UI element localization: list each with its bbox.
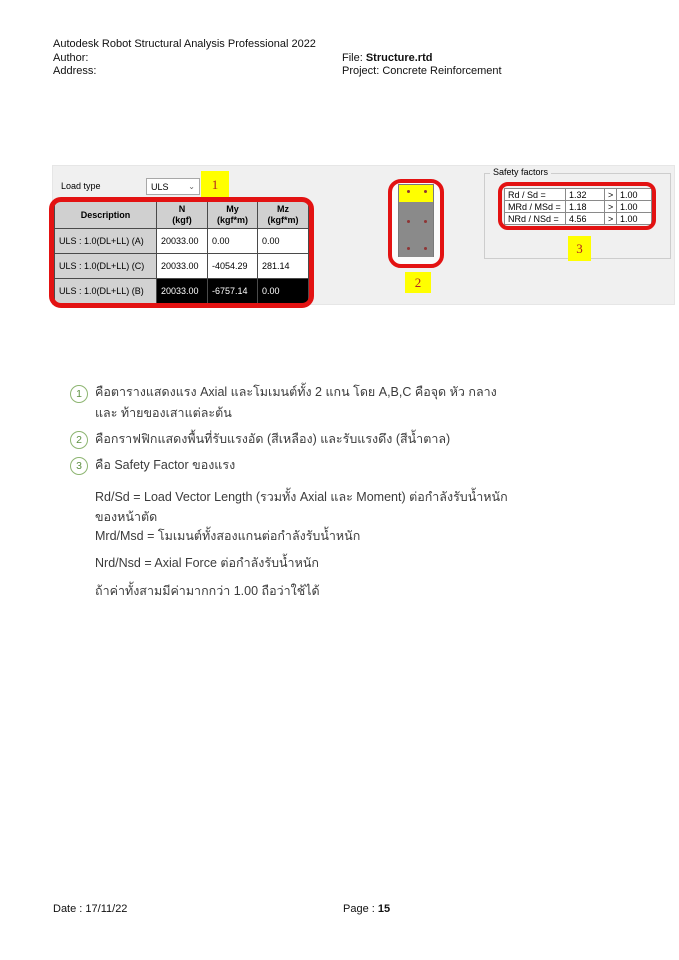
- safety-value: 1.18: [566, 201, 605, 213]
- note-text-3: คือ Safety Factor ของแรง: [95, 458, 236, 472]
- explanation-mrd-msd: Mrd/Msd = โมเมนต์ทั้งสองแกนต่อกำลังรับน้ำหนัก: [95, 529, 361, 543]
- date-value: 17/11/22: [85, 903, 128, 915]
- date-label: Date :: [53, 903, 83, 915]
- rebar-dot: [424, 247, 427, 250]
- safety-row: [505, 213, 652, 225]
- row-mz-value[interactable]: 281.14: [258, 254, 309, 279]
- safety-factors-table: [504, 188, 652, 225]
- load-type-label: Load type: [61, 181, 101, 191]
- project-label: Project:: [342, 65, 380, 77]
- safety-value: 4.56: [566, 213, 605, 225]
- explanation-rd-sd: Rd/Sd = Load Vector Length (รวมทั้ง Axial และ Moment) ต่อกำลังรับน้ำหนักของหน้าตัด: [95, 490, 508, 524]
- row-my-value[interactable]: -6757.14: [208, 279, 258, 304]
- note-circle-3: 3: [70, 457, 88, 475]
- safety-value: 1.32: [566, 189, 605, 201]
- header-mz: Mz (kgf*m): [258, 202, 309, 229]
- safety-limit: 1.00: [617, 213, 652, 225]
- note-text-1: คือตารางแสดงแรง Axial และโมเมนต์ทั้ง 2 แกน โดย A,B,C คือจุด หัว กลาง และ ท้ายของเสาแต่ละต้น: [95, 385, 497, 420]
- safety-factors-title: Safety factors: [490, 167, 551, 177]
- tension-zone: [399, 202, 433, 257]
- explanation-nrd-nsd: Nrd/Nsd = Axial Force ต่อกำลังรับน้ำหนัก: [95, 556, 319, 570]
- row-n-value[interactable]: 20033.00: [157, 279, 208, 304]
- safety-label: MRd / MSd =: [505, 201, 566, 213]
- safety-operator: >: [605, 201, 617, 213]
- table-row[interactable]: [55, 254, 309, 279]
- chevron-down-icon: ⌄: [188, 181, 195, 191]
- file-value: Structure.rtd: [365, 52, 433, 64]
- load-results-table: [54, 201, 309, 304]
- callout-3-badge: 3: [568, 236, 591, 261]
- note-text-2: คือกราฟฟิกแสดงพื้นที่รับแรงอัด (สีเหลือง) และรับแรงดึง (สีน้ำตาล): [95, 432, 451, 446]
- project-value: Concrete Reinforcement: [382, 65, 502, 77]
- table-row[interactable]: [55, 229, 309, 254]
- page-value: 15: [377, 903, 391, 915]
- safety-operator: >: [605, 213, 617, 225]
- row-mz-value[interactable]: 0.00: [258, 279, 309, 304]
- file-info: [342, 52, 432, 64]
- app-title: Autodesk Robot Structural Analysis Professional 2022: [53, 38, 316, 50]
- explanation-conclusion: ถ้าค่าทั้งสามมีค่ามากกว่า 1.00 ถือว่าใช้ได้: [95, 584, 320, 598]
- note-circle-2: 2: [70, 431, 88, 449]
- safety-row: [505, 189, 652, 201]
- load-type-dropdown[interactable]: [146, 178, 200, 195]
- safety-label: NRd / NSd =: [505, 213, 566, 225]
- row-description[interactable]: ULS : 1.0(DL+LL) (A): [55, 229, 157, 254]
- footer-page: [343, 903, 390, 915]
- row-n-value[interactable]: 20033.00: [157, 254, 208, 279]
- file-label: File:: [342, 52, 363, 64]
- compression-zone: [399, 185, 433, 202]
- table-row-selected[interactable]: [55, 279, 309, 304]
- rebar-dot: [407, 220, 410, 223]
- author-label: Author:: [53, 52, 89, 64]
- address-label: Address:: [53, 65, 97, 77]
- project-info: [342, 65, 502, 77]
- header-n: N (kgf): [157, 202, 208, 229]
- robot-screenshot-panel: [52, 165, 675, 305]
- column-section-graphic: [398, 184, 434, 257]
- note-circle-1: 1: [70, 385, 88, 403]
- rebar-dot: [407, 247, 410, 250]
- safety-limit: 1.00: [617, 201, 652, 213]
- page-label: Page :: [343, 903, 375, 915]
- callout-2-badge: 2: [405, 272, 431, 293]
- row-description[interactable]: ULS : 1.0(DL+LL) (C): [55, 254, 157, 279]
- callout-1-badge: 1: [201, 171, 229, 198]
- rebar-dot: [424, 190, 427, 193]
- safety-label: Rd / Sd =: [505, 189, 566, 201]
- row-mz-value[interactable]: 0.00: [258, 229, 309, 254]
- header-my: My (kgf*m): [208, 202, 258, 229]
- safety-row: [505, 201, 652, 213]
- safety-operator: >: [605, 189, 617, 201]
- safety-limit: 1.00: [617, 189, 652, 201]
- rebar-dot: [407, 190, 410, 193]
- row-description[interactable]: ULS : 1.0(DL+LL) (B): [55, 279, 157, 304]
- row-my-value[interactable]: -4054.29: [208, 254, 258, 279]
- table-header-row: [55, 202, 309, 229]
- footer-date: [53, 903, 127, 915]
- rebar-dot: [424, 220, 427, 223]
- load-type-value: ULS: [151, 181, 169, 192]
- row-my-value[interactable]: 0.00: [208, 229, 258, 254]
- header-description: Description: [55, 202, 157, 229]
- row-n-value[interactable]: 20033.00: [157, 229, 208, 254]
